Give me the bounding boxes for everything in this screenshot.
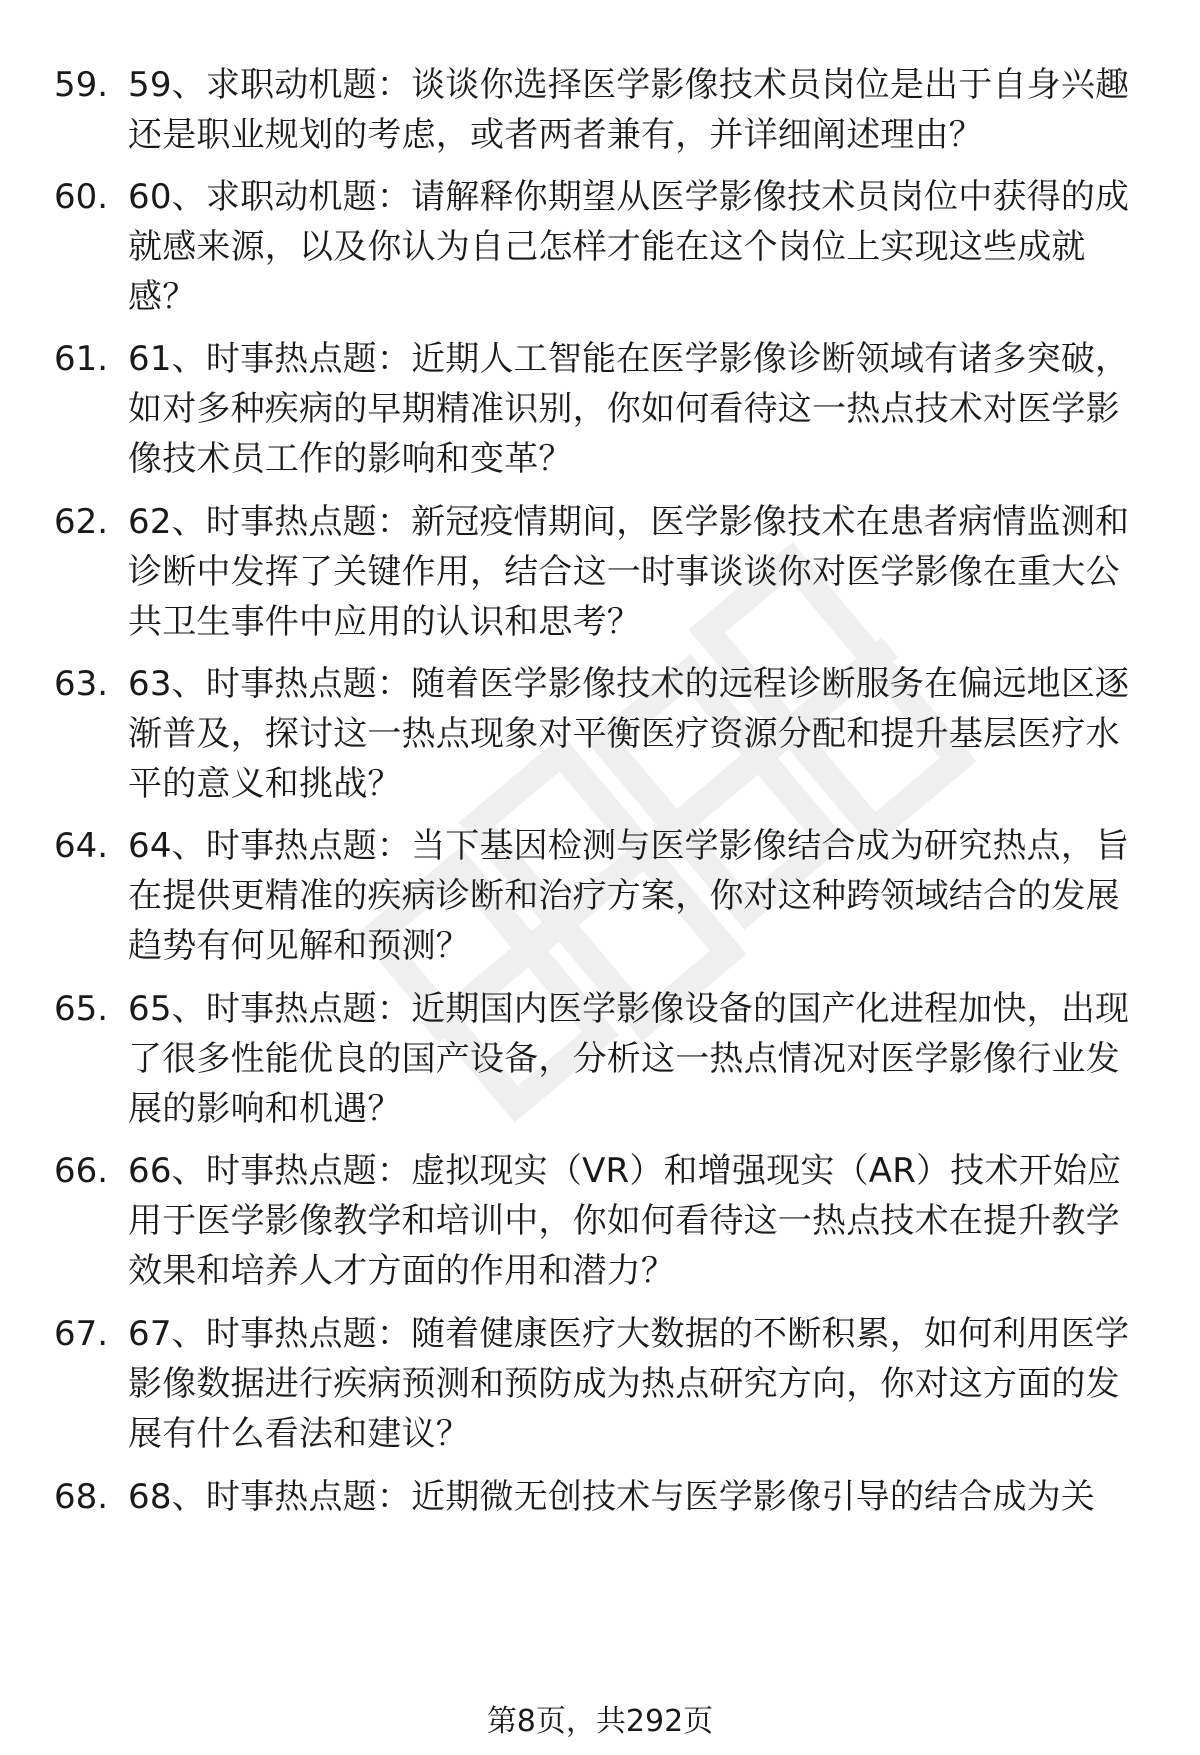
question-number: 66. (54, 1151, 109, 1191)
question-text: 59、求职动机题：谈谈你选择医学影像技术员岗位是出于自身兴趣还是职业规划的考虑，或者两者兼有，并详细阐述理由？ (128, 65, 1130, 155)
question-text: 62、时事热点题：新冠疫情期间，医学影像技术在患者病情监测和诊断中发挥了关键作用，结合这一时事谈谈你对医学影像在重大公共卫生事件中应用的认识和思考？ (128, 502, 1130, 642)
page-footer (0, 1702, 1200, 1742)
question-number: 61. (54, 339, 109, 379)
question-number: 67. (54, 1314, 109, 1354)
question-number: 60. (54, 177, 109, 217)
question-text: 61、时事热点题：近期人工智能在医学影像诊断领域有诸多突破，如对多种疾病的早期精准识别，你如何看待这一热点技术对医学影像技术员工作的影响和变革？ (128, 339, 1130, 479)
question-number: 65. (54, 989, 109, 1029)
question-number: 63. (54, 664, 109, 704)
question-number: 68. (54, 1477, 109, 1517)
question-text: 63、时事热点题：随着医学影像技术的远程诊断服务在偏远地区逐渐普及，探讨这一热点现象对平衡医疗资源分配和提升基层医疗水平的意义和挑战？ (128, 664, 1130, 804)
question-text: 64、时事热点题：当下基因检测与医学影像结合成为研究热点，旨在提供更精准的疾病诊断和治疗方案，你对这种跨领域结合的发展趋势有何见解和预测？ (128, 826, 1130, 966)
question-text: 68、时事热点题：近期微无创技术与医学影像引导的结合成为关 (128, 1477, 1096, 1517)
question-number: 64. (54, 826, 109, 866)
question-text: 60、求职动机题：请解释你期望从医学影像技术员岗位中获得的成就感来源，以及你认为自己怎样才能在这个岗位上实现这些成就感？ (128, 177, 1130, 317)
question-number: 59. (54, 65, 109, 105)
question-text: 67、时事热点题：随着健康医疗大数据的不断积累，如何利用医学影像数据进行疾病预测和预防成为热点研究方向，你对这方面的发展有什么看法和建议？ (128, 1314, 1130, 1454)
page-number-label: 第8页，共292页 (486, 1704, 714, 1739)
question-number: 62. (54, 502, 109, 542)
question-text: 65、时事热点题：近期国内医学影像设备的国产化进程加快，出现了很多性能优良的国产设备，分析这一热点情况对医学影像行业发展的影响和机遇？ (128, 989, 1130, 1129)
question-text: 66、时事热点题：虚拟现实（VR）和增强现实（AR）技术开始应用于医学影像教学和培训中，你如何看待这一热点技术在提升教学效果和培养人才方面的作用和潜力？ (128, 1151, 1122, 1291)
